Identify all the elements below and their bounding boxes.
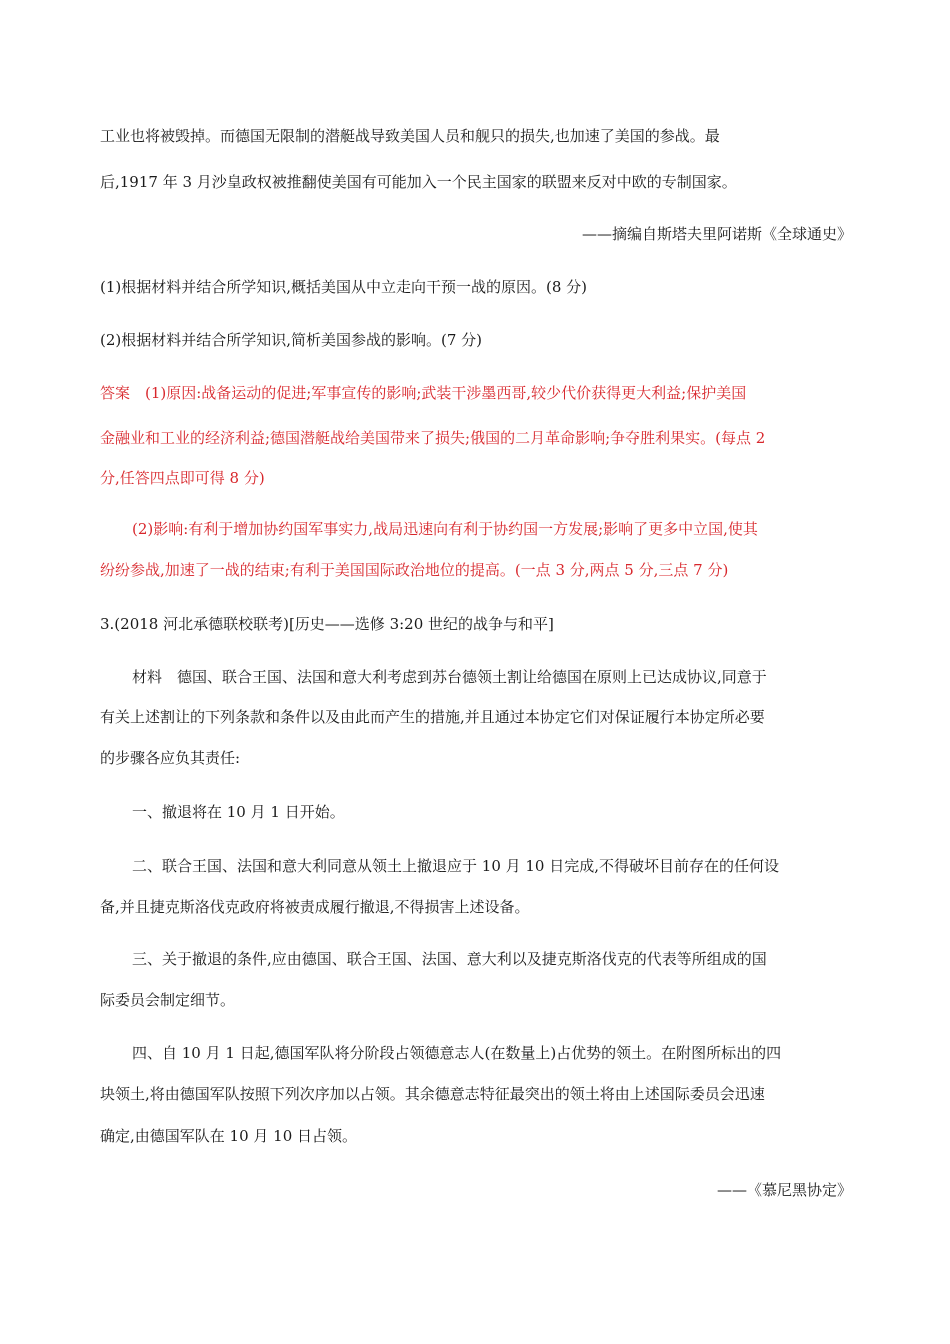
material-line: 后,1917 年 3 月沙皇政权被推翻使美国有可能加入一个民主国家的联盟来反对中欧的专制国家。 xyxy=(100,173,737,191)
clause-1: 一、撤退将在 10 月 1 日开始。 xyxy=(132,803,345,821)
answer-line: (2)影响:有利于增加协约国军事实力,战局迅速向有利于协约国一方发展;影响了更多中立国,使其 xyxy=(132,520,758,538)
clause-2: 二、联合王国、法国和意大利同意从领土上撤退应于 10 月 10 日完成,不得破坏目前存在的任何设 xyxy=(132,857,780,875)
clause-4: 四、自 10 月 1 日起,德国军队将分阶段占领德意志人(在数量上)占优势的领土。在附图所标出的四 xyxy=(132,1044,782,1062)
clause-4: 块领土,将由德国军队按照下列次序加以占领。其余德意志特征最突出的领土将由上述国际委员会迅速 xyxy=(100,1085,765,1103)
answer-line: 答案 (1)原因:战备运动的促进;军事宣传的影响;武装干涉墨西哥,较少代价获得更大利益;保护美国 xyxy=(100,384,747,402)
question-1: (1)根据材料并结合所学知识,概括美国从中立走向干预一战的原因。(8 分) xyxy=(100,278,588,296)
answer-line: 纷纷参战,加速了一战的结束;有利于美国国际政治地位的提高。(一点 3 分,两点 5 分,三点 7 分) xyxy=(100,561,729,579)
material-source: ——摘编自斯塔夫里阿诺斯《全球通史》 xyxy=(581,225,852,243)
answer-line: 金融业和工业的经济利益;德国潜艇战给美国带来了损失;俄国的二月革命影响;争夺胜利果实。(每点 2 xyxy=(100,429,766,447)
clause-3: 三、关于撤退的条件,应由德国、联合王国、法国、意大利以及捷克斯洛伐克的代表等所组成的国 xyxy=(132,950,767,968)
question-2: (2)根据材料并结合所学知识,简析美国参战的影响。(7 分) xyxy=(100,331,483,349)
material-source: ——《慕尼黑协定》 xyxy=(716,1181,852,1199)
clause-4: 确定,由德国军队在 10 月 10 日占领。 xyxy=(100,1127,358,1145)
question-3-heading: 3.(2018 河北承德联校联考)[历史——选修 3:20 世纪的战争与和平] xyxy=(100,615,554,633)
clause-3: 际委员会制定细节。 xyxy=(100,991,236,1009)
material-line: 工业也将被毁掉。而德国无限制的潜艇战导致美国人员和舰只的损失,也加速了美国的参战。最 xyxy=(100,127,720,145)
material-line: 的步骤各应负其责任: xyxy=(100,749,241,767)
answer-line: 分,任答四点即可得 8 分) xyxy=(100,469,265,487)
clause-2: 备,并且捷克斯洛伐克政府将被责成履行撤退,不得损害上述设备。 xyxy=(100,898,530,916)
material-line: 材料 德国、联合王国、法国和意大利考虑到苏台德领土割让给德国在原则上已达成协议,同意于 xyxy=(132,668,767,686)
material-line: 有关上述割让的下列条款和条件以及由此而产生的措施,并且通过本协定它们对保证履行本协定所必要 xyxy=(100,708,765,726)
